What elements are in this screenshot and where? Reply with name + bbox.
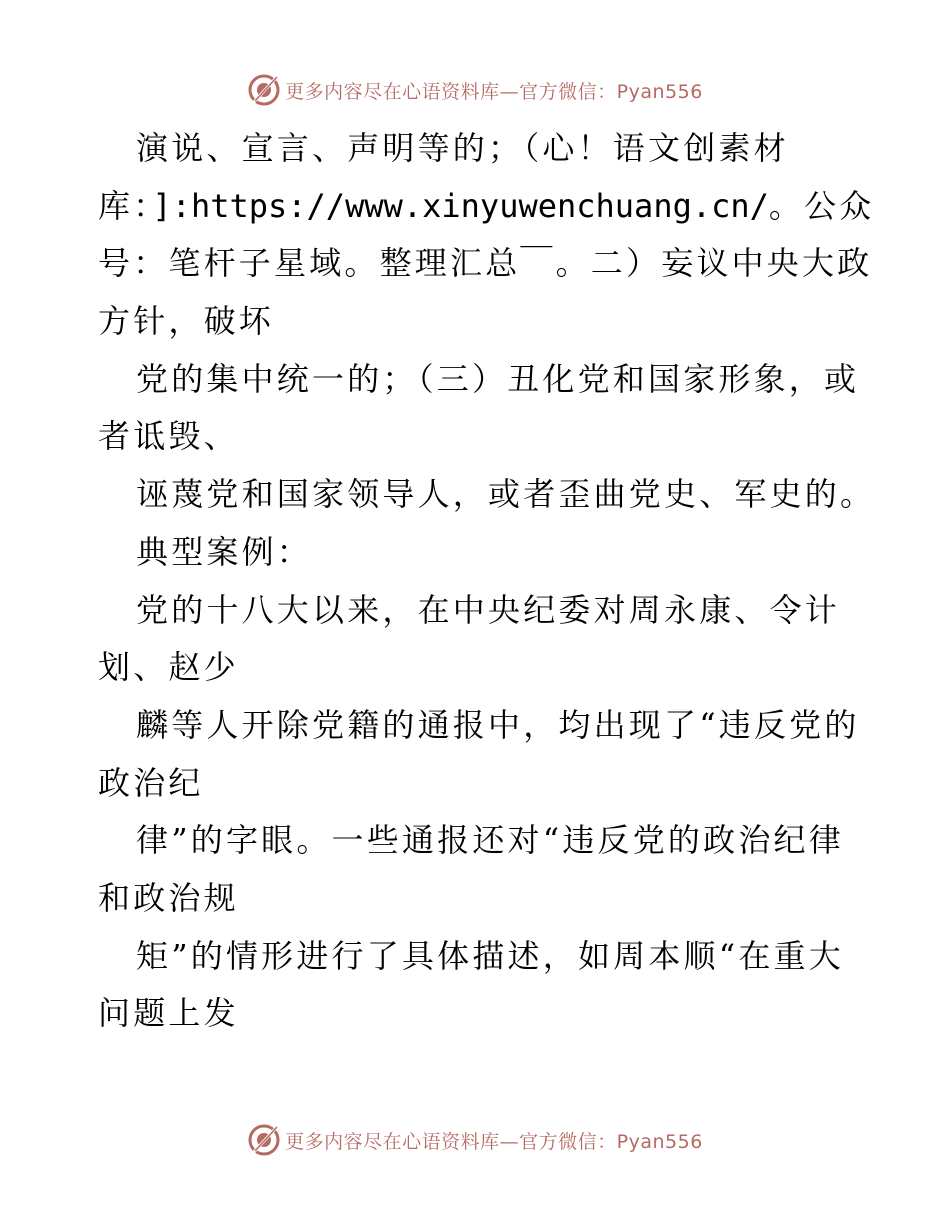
footer-wechat-id: Pyan556 — [616, 1130, 703, 1153]
text-line: 麟等人开除党籍的通报中，均出现了“违反党的 — [136, 705, 860, 744]
text-line: 律”的字眼。一些通报还对“违反党的政治纪律 — [136, 821, 844, 860]
quill-seal-logo-icon — [247, 73, 281, 107]
document-body — [98, 120, 876, 1043]
header-banner — [0, 68, 950, 112]
footer-banner-text: 更多内容尽在心语资料库—官方微信：Pyan556 — [285, 1130, 703, 1153]
url-text: ]:https://www.xinyuwenchuang.cn/ — [152, 186, 769, 225]
text-line: 库：]:https://www.xinyuwenchuang.cn/。公众 — [98, 186, 875, 225]
text-line: 矩”的情形进行了具体描述，如周本顺“在重大 — [136, 936, 844, 975]
quill-seal-logo-icon — [247, 1123, 281, 1157]
header-banner-text: 更多内容尽在心语资料库—官方微信：Pyan556 — [285, 80, 703, 103]
text-line: 和政治规 — [98, 878, 239, 917]
text-line: 演说、宣言、声明等的；（心！语文创素材 — [136, 129, 789, 167]
text-line: 方针，破坏 — [98, 302, 275, 341]
text-line: 诬蔑党和国家领导人，或者歪曲党史、军史的。 — [136, 475, 876, 514]
text-line: 号：笔杆子星域。整理汇总￣。二）妄议中央大政 — [98, 244, 873, 283]
footer-banner — [0, 1118, 950, 1162]
text-line: 党的集中统一的；（三）丑化党和国家形象，或 — [136, 359, 860, 398]
text-line: 问题上发 — [98, 994, 239, 1033]
text-line: 党的十八大以来，在中央纪委对周永康、令计 — [136, 590, 841, 629]
header-wechat-id: Pyan556 — [616, 80, 703, 103]
text-line: 政治纪 — [98, 763, 204, 802]
section-heading: 典型案例： — [136, 532, 313, 571]
text-line: 划、赵少 — [98, 648, 239, 687]
text-line: 者诋毁、 — [98, 417, 239, 456]
